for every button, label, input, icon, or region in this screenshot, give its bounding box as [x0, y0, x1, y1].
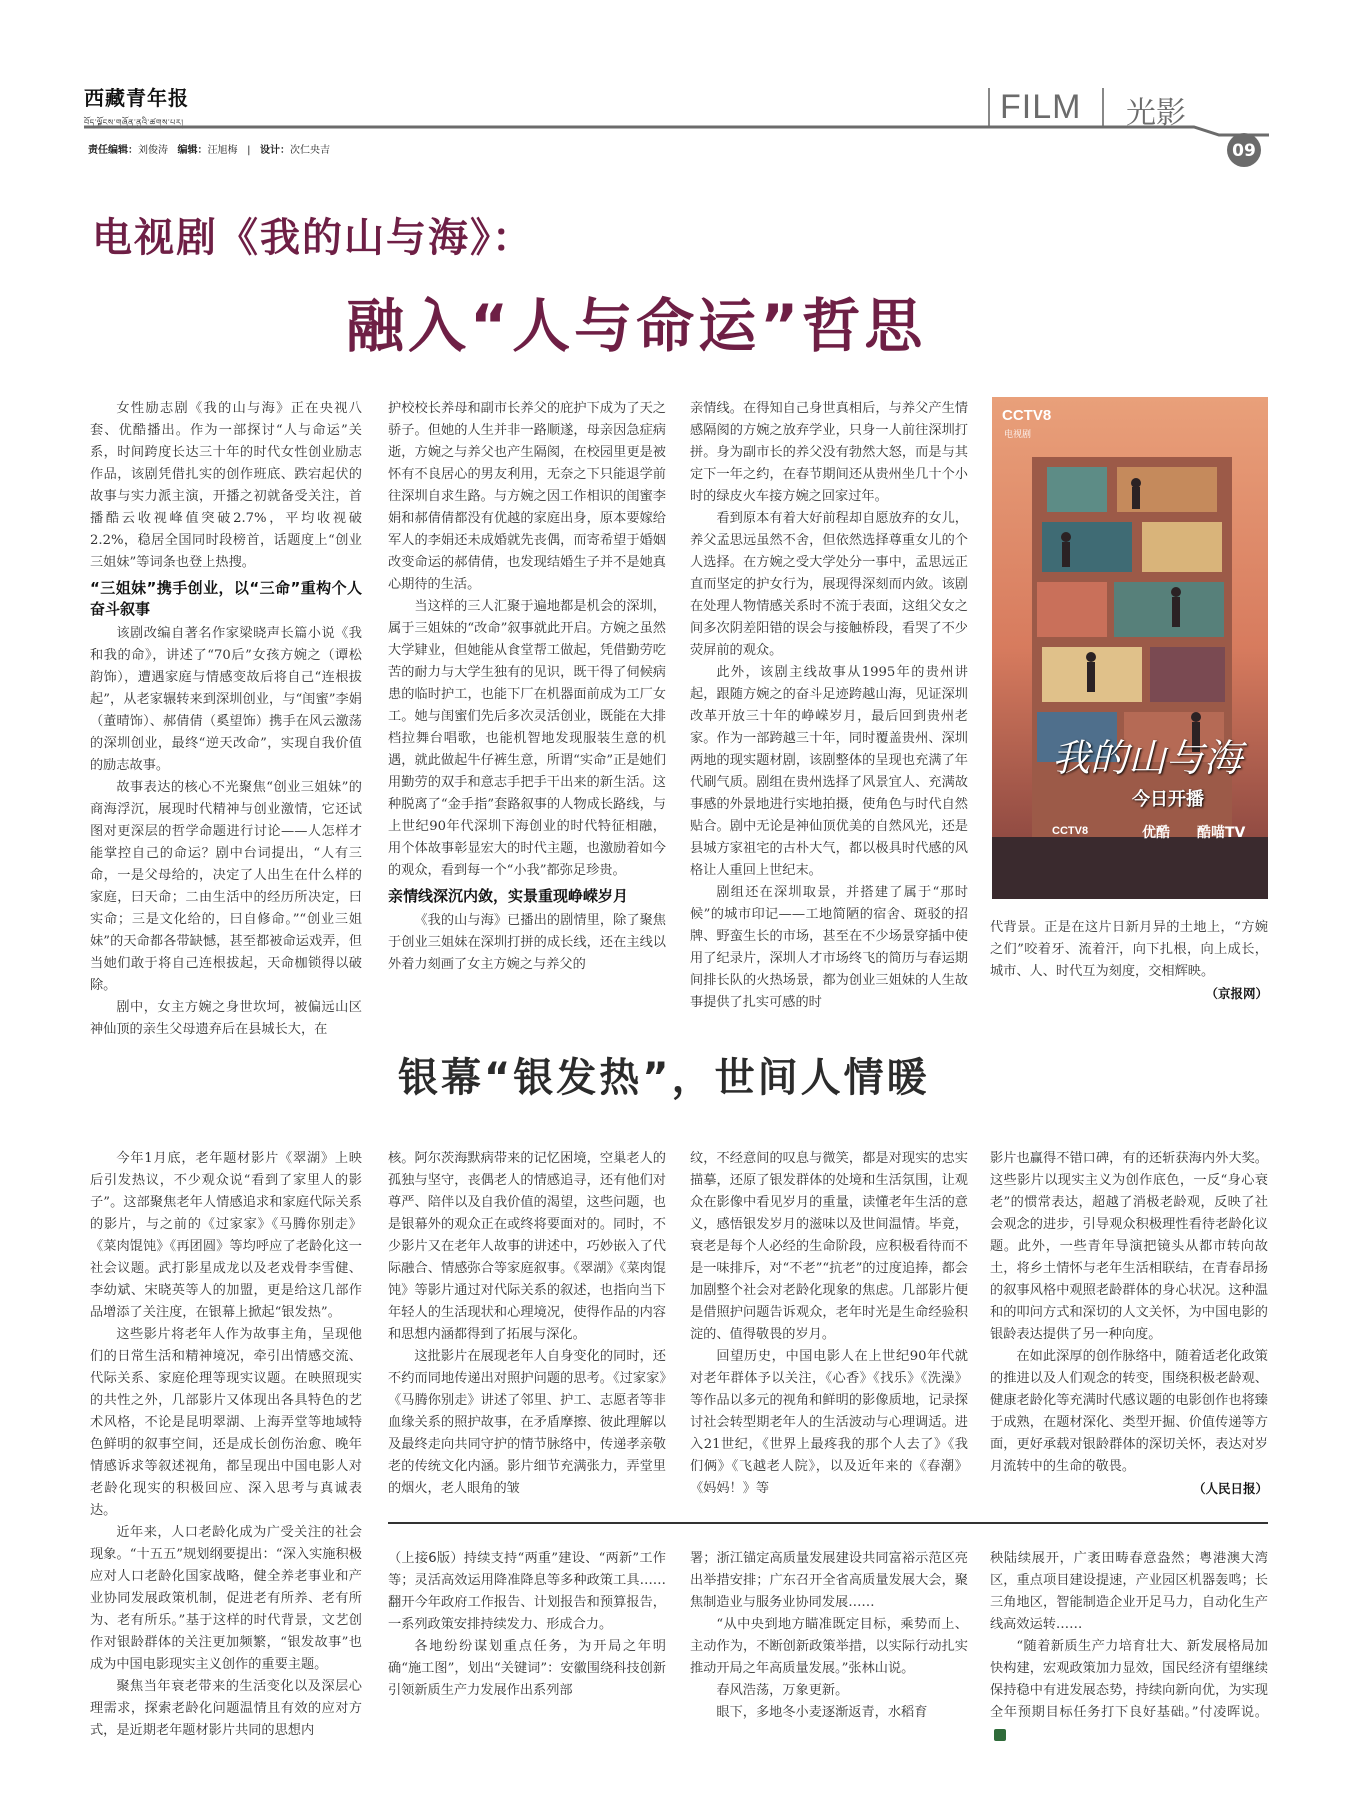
editor-name-3: 次仁央吉: [290, 145, 331, 156]
poster-title: 我的山与海: [1052, 736, 1243, 780]
poster-premiere-label: 今日开播: [1132, 789, 1204, 810]
end-mark-icon: [994, 1729, 1006, 1741]
paragraph: 署；浙江锚定高质量发展建设共同富裕示范区亮出举措安排；广东召开全省高质量发展大会，聚焦制造业与服务业协同发展……: [690, 1551, 968, 1610]
paragraph: 各地纷纷谋划重点任务，为开局之年明确“施工图”，划出“关键词”：安徽围绕科技创新引领新质生产力发展作出系列部: [388, 1639, 666, 1698]
editor-name-1: 刘俊涛: [138, 145, 168, 156]
continued-column-1: [388, 1548, 666, 1803]
paragraph: 聚焦当年衰老带来的生活变化以及深层心理需求，探索老龄化问题温情且有效的应对方式，是近期老年题材影片共同的思想内: [90, 1679, 362, 1738]
editor-label-2: 编辑：: [177, 145, 208, 156]
article1-headline-line2: 融入“人与命运”哲思: [346, 292, 927, 360]
article1-column-4: [990, 917, 1268, 1017]
article2-column-1: [90, 1148, 362, 1803]
newspaper-name: 西藏青年报: [84, 86, 189, 110]
paragraph: 剧中，女主方婉之身世坎坷，被偏远山区神仙顶的亲生父母遗弃后在县城长大，在: [90, 1000, 362, 1037]
article2-column-2: [388, 1148, 666, 1498]
continued-column-2: [690, 1548, 968, 1803]
page-number: 09: [1232, 141, 1256, 161]
paragraph: 护校校长养母和副市长养父的庇护下成为了天之骄子。但她的人生并非一路顺遂，母亲因急症病逝，方婉之与养父也产生隔阂，在校园里更是被怀有不良居心的男友利用，无奈之下只能退学前往深圳自求生路。与方婉之因工作相识的闺蜜李娟和郝倩倩都没有优越的家庭出身，原本要嫁给军人的李娟还未成婚就先丧偶，而寄希望于婚姻改变命运的郝倩倩，也发现结婚生子并不是她真心期待的生活。: [388, 401, 666, 592]
paragraph: 影片也赢得不错口碑，有的还斩获海内外大奖。这些影片以现实主义为创作底色，一反“身心衰老”的惯常表达，超越了消极老龄观，反映了社会观念的进步，引导观众积极理性看待老龄化议题。此外，一些青年导演把镜头从都市转向故土，将乡土情怀与老年生活相联结，在青春昂扬的叙事风格中观照老龄群体的身心状况。这种温和的叩问方式和深切的人文关怀，为中国电影的银龄表达提供了另一种向度。: [990, 1151, 1268, 1342]
article2-source: （人民日报）: [1192, 1481, 1268, 1496]
paragraph: 今年1月底，老年题材影片《翠湖》上映后引发热议，不少观众说“看到了家里人的影子”。这部聚焦老年人情感追求和家庭代际关系的影片，与之前的《过家家》《马腾你别走》《菜肉馄饨》《再团圆》等均呼应了老龄化这一社会议题。武打影星成龙以及老戏骨李雪健、李幼斌、宋晓英等人的加盟，更是给这几部作品增添了关注度，在银幕上掀起“银发热”。: [90, 1151, 362, 1320]
paragraph: 故事表达的核心不光聚焦“创业三姐妹”的商海浮沉，展现时代精神与创业激情，它还试图对更深层的哲学命题进行讨论——人怎样才能掌控自己的命运？剧中台词提出，“人有三命，一是父母给的，决定了人出生在什么样的家庭，曰天命；二由生活中的经历所决定，曰实命；三是文化给的，曰自修命。”“创业三姐妹”的天命都各带缺憾，甚至都被命运戏弄，但当她们敢于将自己连根拔起，天命枷锁得以破除。: [90, 780, 362, 993]
paragraph: 近年来，人口老龄化成为广受关注的社会现象。“十五五”规划纲要提出：“深入实施积极应对人口老龄化国家战略，健全养老事业和产业协同发展政策机制，促进老有所养、老有所为、老有所乐。”基于这样的时代背景，文艺创作对银龄群体的关注更加频繁，“银发故事”也成为中国电影现实主义创作的重要主题。: [90, 1525, 362, 1672]
paragraph: 纹，不经意间的叹息与微笑，都是对现实的忠实描摹，还原了银发群体的处境和生活氛围，让观众在影像中看见岁月的重量，读懂老年生活的意义，感悟银发岁月的滋味以及世间温情。毕竟，衰老是每个人必经的生命阶段，应积极看待而不是一味排斥，对“不老”“抗老”的过度追捧，都会加剧整个社会对老龄化现象的焦虑。几部影片便是借照护问题告诉观众，老年时光是生命经验积淀的、值得敬畏的岁月。: [690, 1151, 968, 1342]
poster-cctv8-badge: CCTV8: [1052, 825, 1089, 837]
section-name-en: FILM: [1000, 88, 1082, 126]
editor-label-1: 责任编辑：: [88, 145, 138, 156]
subheading: “三姐妹”携手创业，以“三命”重构个人奋斗叙事: [90, 579, 362, 618]
newspaper-name-tibetan: བོད་ལྗོངས་གཞོན་ནུའི་ཚགས་པར།: [84, 118, 184, 127]
article1-column-2: [388, 398, 666, 1010]
article2-headline: 银幕“银发热”，世间人情暖: [398, 1055, 930, 1101]
poster-kumiao-logo: 酷喵TV: [1197, 825, 1246, 841]
paragraph: 回望历史，中国电影人在上世纪90年代就对老年群体予以关注，《心香》《找乐》《洗澡》等作品以多元的视角和鲜明的影像质地，记录探讨社会转型期老年人的生活波动与心理调适。进入21世纪，《世界上最疼我的那个人去了》《我们俩》《飞越老人院》，以及近年来的《春潮》《妈妈！》等: [690, 1349, 968, 1496]
article1-headline-line1: 电视剧《我的山与海》：: [92, 214, 534, 261]
poster-channel-label: 电视剧: [1004, 430, 1032, 440]
paragraph: 在如此深厚的创作脉络中，随着适老化政策的推进以及人们观念的转变，围绕积极老龄观、健康老龄化等充满时代感议题的电影创作也将臻于成熟，在题材深化、类型开掘、价值传递等方面，更好承载对银龄群体的深切关怀，表达对岁月流转中的生命的敬畏。: [990, 1349, 1268, 1474]
paragraph: “随着新质生产力培育壮大、新发展格局加快构建，宏观政策加力显效，国民经济有望继续保持稳中有进发展态势，持续向新向优，为实现全年预期目标任务打下良好基础。”付凌晖说。: [990, 1636, 1268, 1746]
article1-column-3: [690, 398, 968, 1010]
editor-credits: [88, 141, 330, 156]
editor-label-3: 设计：: [260, 145, 291, 156]
paragraph: 此外，该剧主线故事从1995年的贵州讲起，跟随方婉之的奋斗足迹跨越山海，见证深圳改革开放三十年的峥嵘岁月，最后回到贵州老家。作为一部跨越三十年，同时覆盖贵州、深圳两地的现实题材剧，该剧整体的呈现也充满了年代刷气质。剧组在贵州选择了风景宜人、充满故事感的外景地进行实地拍摄，使角色与时代自然贴合。剧中无论是神仙顶优美的自然风光，还是县城方家祖宅的古朴大气，都以极具时代感的风格让人重回上世纪末。: [690, 665, 968, 878]
paragraph: 该剧改编自著名作家梁晓声长篇小说《我和我的命》，讲述了“70后”女孩方婉之（谭松韵饰），遭遇家庭与情感变故后将自己“连根拔起”，从老家辗转来到深圳创业，与“闺蜜”李娟（董晴饰）、郝倩倩（奚望饰）携手在风云激荡的深圳创业，最终“逆天改命”，实现自我价值的励志故事。: [90, 626, 362, 773]
paragraph: 剧组还在深圳取景，并搭建了属于“那时候”的城市印记——工地简陋的宿舍、斑驳的招牌、野蛮生长的市场，甚至在不少场景穿插中使用了纪录片，深圳人才市场终飞的简历与春运期间排长队的火热场景，都为创业三姐妹的人生故事提供了扎实可感的时: [690, 885, 968, 1010]
paragraph: 女性励志剧《我的山与海》正在央视八套、优酷播出。作为一部探讨“人与命运”关系，时间跨度长达三十年的时代女性创业励志作品，该剧凭借扎实的创作班底、跌宕起伏的故事与实力派主演，开播之初就备受关注，首播酷云收视峰值突破2.7%，平均收视破2.2%，稳居全国同时段榜首，话题度上“创业三姐妹”等词条也登上热搜。: [90, 401, 362, 570]
article1-column-1: [90, 398, 362, 1037]
editor-name-2: 汪旭梅: [207, 145, 238, 156]
paragraph: “从中央到地方瞄准既定目标，乘势而上、主动作为，不断创新政策举措，以实际行动扎实推动开局之年高质量发展。”张林山说。: [690, 1617, 968, 1676]
section-name-cn: 光影: [1126, 96, 1186, 131]
paragraph: 《我的山与海》已播出的剧情里，除了聚焦于创业三姐妹在深圳打拼的成长线，还在主线以外着力刻画了女主方婉之与养父的: [388, 913, 666, 972]
article2-column-4: [990, 1148, 1268, 1498]
paragraph: 眼下，多地冬小麦逐渐返青，水稻育: [716, 1705, 928, 1720]
paragraph: 当这样的三人汇聚于遍地都是机会的深圳，属于三姐妹的“改命”叙事就此开启。方婉之虽然大学肄业，但她能从食堂帮工做起，凭借勤劳吃苦的耐力与大学生独有的见识，既干得了伺候病患的临时护工，也能下厂在机器面前成为工厂女工。她与闺蜜们先后多次灵活创业，既能在大排档拉舞台唱歌，也能机智地发现服装生意的机遇，就此做起牛仔裤生意，所谓“实命”正是她们用勤劳的双手和意志手把手干出来的新生活。这种脱离了“金手指”套路叙事的人物成长路线，与上世纪90年代深圳下海创业的时代特征相融，用个体故事彰显宏大的时代主题，也激励着如今的观众，看到每一个“小我”都弥足珍贵。: [388, 599, 666, 878]
article2-column-3: [690, 1148, 968, 1498]
article1-source: （京报网）: [1205, 986, 1268, 1001]
paragraph: （上接6版）持续支持“两重”建设、“两新”工作等；灵活高效运用降准降息等多种政策工具……翻开今年政府工作报告、计划报告和预算报告，一系列政策安排持续发力、形成合力。: [388, 1551, 666, 1632]
subheading: 亲情线深沉内敛，实景重现峥嵘岁月: [388, 887, 629, 905]
paragraph: 核。阿尔茨海默病带来的记忆困境，空巢老人的孤独与坚守，丧偶老人的情感追寻，还有他们对尊严、陪伴以及自我价值的渴望，这些问题，也是银幕外的观众正在或终将要面对的。同时，不少影片又在老年人故事的讲述中，巧妙嵌入了代际融合、情感弥合等家庭叙事。《翠湖》《菜肉馄饨》等影片通过对代际关系的叙述，也指向当下年轻人的生活现状和心理境况，使得作品的内容和思想内涵都得到了拓展与深化。: [388, 1151, 666, 1342]
drama-poster: [992, 397, 1268, 899]
continued-column-3: [990, 1548, 1268, 1803]
paragraph: 亲情线。在得知自己身世真相后，与养父产生情感隔阂的方婉之放弃学业，只身一人前往深圳打拼。身为副市长的养父没有勃然大怒，而是与其定下一年之约，在春节期间还从贵州坐几十个小时的绿皮火车接方婉之回家过年。: [690, 401, 968, 504]
paragraph: 代背景。正是在这片日新月异的土地上，“方婉之们”咬着牙、流着汗，向下扎根，向上成长，城市、人、时代互为刻度，交相辉映。: [990, 920, 1268, 979]
paragraph: 这些影片将老年人作为故事主角，呈现他们的日常生活和精神境况，牵引出情感交流、代际关系、家庭伦理等现实议题。在映照现实的共性之外，几部影片又体现出各具特色的艺术风格，不论是昆明翠湖、上海弄堂等地域特色鲜明的叙事空间，还是成长创伤治愈、晚年情感诉求等叙述视角，都呈现出中国电影人对老龄化现实的积极回应、深入思考与真诚表达。: [90, 1327, 362, 1518]
paragraph: 秧陆续展开，广袤田畴春意盎然；粤港澳大湾区，重点项目建设提速，产业园区机器轰鸣；长三角地区，智能制造企业开足马力，自动化生产线高效运转……: [990, 1551, 1268, 1632]
poster-youku-logo: 优酷: [1142, 825, 1170, 841]
cctv8-logo: CCTV8: [1002, 407, 1052, 424]
continued-lead-in: （上接6版）: [388, 1551, 464, 1566]
continued-divider: [388, 1522, 1268, 1524]
editor-separator: |: [247, 145, 251, 156]
paragraph: 这批影片在展现老年人自身变化的同时，还不约而同地传递出对照护问题的思考。《过家家》《马腾你别走》讲述了邻里、护工、志愿者等非血缘关系的照护故事，在矛盾摩擦、彼此理解以及最终走向共同守护的情节脉络中，传递孝亲敬老的传统文化内涵。影片细节充满张力，弄堂里的烟火，老人眼角的皱: [388, 1349, 666, 1496]
paragraph: 看到原本有着大好前程却自愿放弃的女儿，养父孟思远虽然不舍，但依然选择尊重女儿的个人选择。在方婉之受大学处分一事中，孟思远正直而坚定的护女行为，展现得深刻而内敛。该剧在处理人物情感关系时不流于表面，这组父女之间多次阴差阳错的误会与接触桥段，看哭了不少荧屏前的观众。: [690, 511, 968, 658]
paragraph: 春风浩荡，万象更新。: [716, 1683, 849, 1698]
